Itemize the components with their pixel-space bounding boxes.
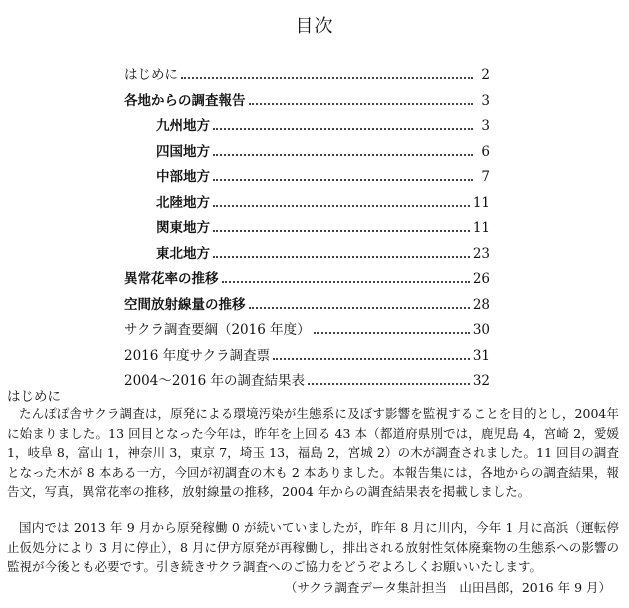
toc-entry-label: 四国地方 [156, 143, 210, 160]
toc-entry-chubu[interactable] [124, 166, 490, 186]
toc-leader-dots [213, 256, 470, 258]
toc-entry-label: 2004～2016 年の調査結果表 [124, 373, 306, 389]
toc-entry-label: 東北地方 [156, 245, 210, 262]
toc-leader-dots [249, 307, 470, 309]
toc-entry-survey-form[interactable] [124, 345, 490, 365]
toc-entry-label: 関東地方 [156, 220, 210, 236]
toc-entry-introduction[interactable] [124, 64, 490, 84]
toc-entry-label: 九州地方 [156, 118, 210, 134]
toc-leader-dots [213, 230, 470, 232]
toc-page-number: 32 [472, 373, 490, 389]
intro-paragraph-1: たんぽぽ舎サクラ調査は，原発による環境汚染が生態系に及ぼす影響を監視することを目的とし，2004年に始まりました。13 回目となった今年は，昨年を上回る 43 本（都道府県別では，鹿児島 4，宮崎 2，愛媛 1，岐阜 8，富山 1，神奈川 3，東京 7，埼玉 13，福島 2，宮城 2）の木が調査されました。11 回目の調査となった木が 8 本ある一方，今回が初調査の木も 2 本ありました。本報告集には，各地からの調査結果，報告文，写真，異常花率の推移，放射線量の推移，2004 年からの調査結果表を掲載しました。 [7, 406, 619, 499]
toc-page-number: 23 [472, 245, 490, 262]
toc-leader-dots [249, 103, 474, 105]
toc-entry-kanto[interactable] [124, 217, 490, 237]
toc-leader-dots [213, 128, 473, 130]
toc-page-number: 7 [481, 169, 490, 185]
toc-entry-hokuriku[interactable] [124, 192, 490, 212]
toc-page-number: 2 [481, 67, 490, 83]
toc-entry-label: 空間放射線量の推移 [124, 296, 246, 313]
toc-page-number: 11 [472, 220, 490, 236]
toc-leader-dots [273, 358, 470, 360]
toc-entry-label: 2016 年度サクラ調査票 [124, 347, 271, 364]
toc-leader-dots [222, 281, 470, 283]
toc-entry-label: 各地からの調査報告 [124, 92, 246, 109]
toc-entry-results-table[interactable] [124, 370, 490, 390]
toc-entry-radiation-dose[interactable] [124, 294, 490, 314]
page-title: 目次 [295, 16, 334, 37]
toc-page-number: 6 [481, 143, 490, 160]
toc-leader-dots [181, 77, 473, 79]
toc-entry-abnormal-flower-rate[interactable] [124, 268, 490, 288]
toc-page-number: 3 [481, 92, 490, 109]
toc-entry-kyushu[interactable] [124, 115, 490, 135]
toc-leader-dots [213, 205, 470, 207]
toc-entry-label: はじめに [124, 67, 178, 83]
toc-page-number: 26 [472, 271, 490, 287]
toc-leader-dots [314, 332, 470, 334]
intro-heading: はじめに [7, 389, 61, 405]
toc-entry-regional-reports[interactable] [124, 90, 490, 110]
toc-entry-survey-guidelines[interactable] [124, 319, 490, 339]
toc-entry-label: 北陸地方 [156, 194, 210, 211]
toc-leader-dots [213, 154, 473, 156]
intro-signature: （サクラ調査データ集計担当 山田昌郎，2016 年 9 月） [284, 580, 611, 595]
toc-entry-label: 異常花率の推移 [124, 271, 219, 287]
intro-paragraph-2: 国内では 2013 年 9 月から原発稼働 0 が続いていましたが，昨年 8 月に川内，今年 1 月に高浜（運転停止仮処分により 3 月に停止），8 月に伊方原発が再稼働し，排出される放射性気体廃棄物の生態系への影響の監視が今後とも必要です。引き続きサクラ調査へのご協力をどうぞよろしくお願いいたします。 [7, 520, 619, 574]
toc-leader-dots [213, 179, 473, 181]
toc-entry-tohoku[interactable] [124, 243, 490, 263]
toc-leader-dots [308, 383, 470, 385]
toc-page-number: 30 [472, 322, 490, 338]
toc-page-number: 11 [472, 194, 490, 211]
toc-page-number: 31 [472, 347, 490, 364]
toc-entry-label: 中部地方 [156, 169, 210, 185]
toc-page-number: 3 [481, 118, 490, 134]
toc-entry-label: サクラ調査要綱（2016 年度） [124, 322, 311, 338]
toc-entry-shikoku[interactable] [124, 141, 490, 161]
toc-page-number: 28 [472, 296, 490, 313]
